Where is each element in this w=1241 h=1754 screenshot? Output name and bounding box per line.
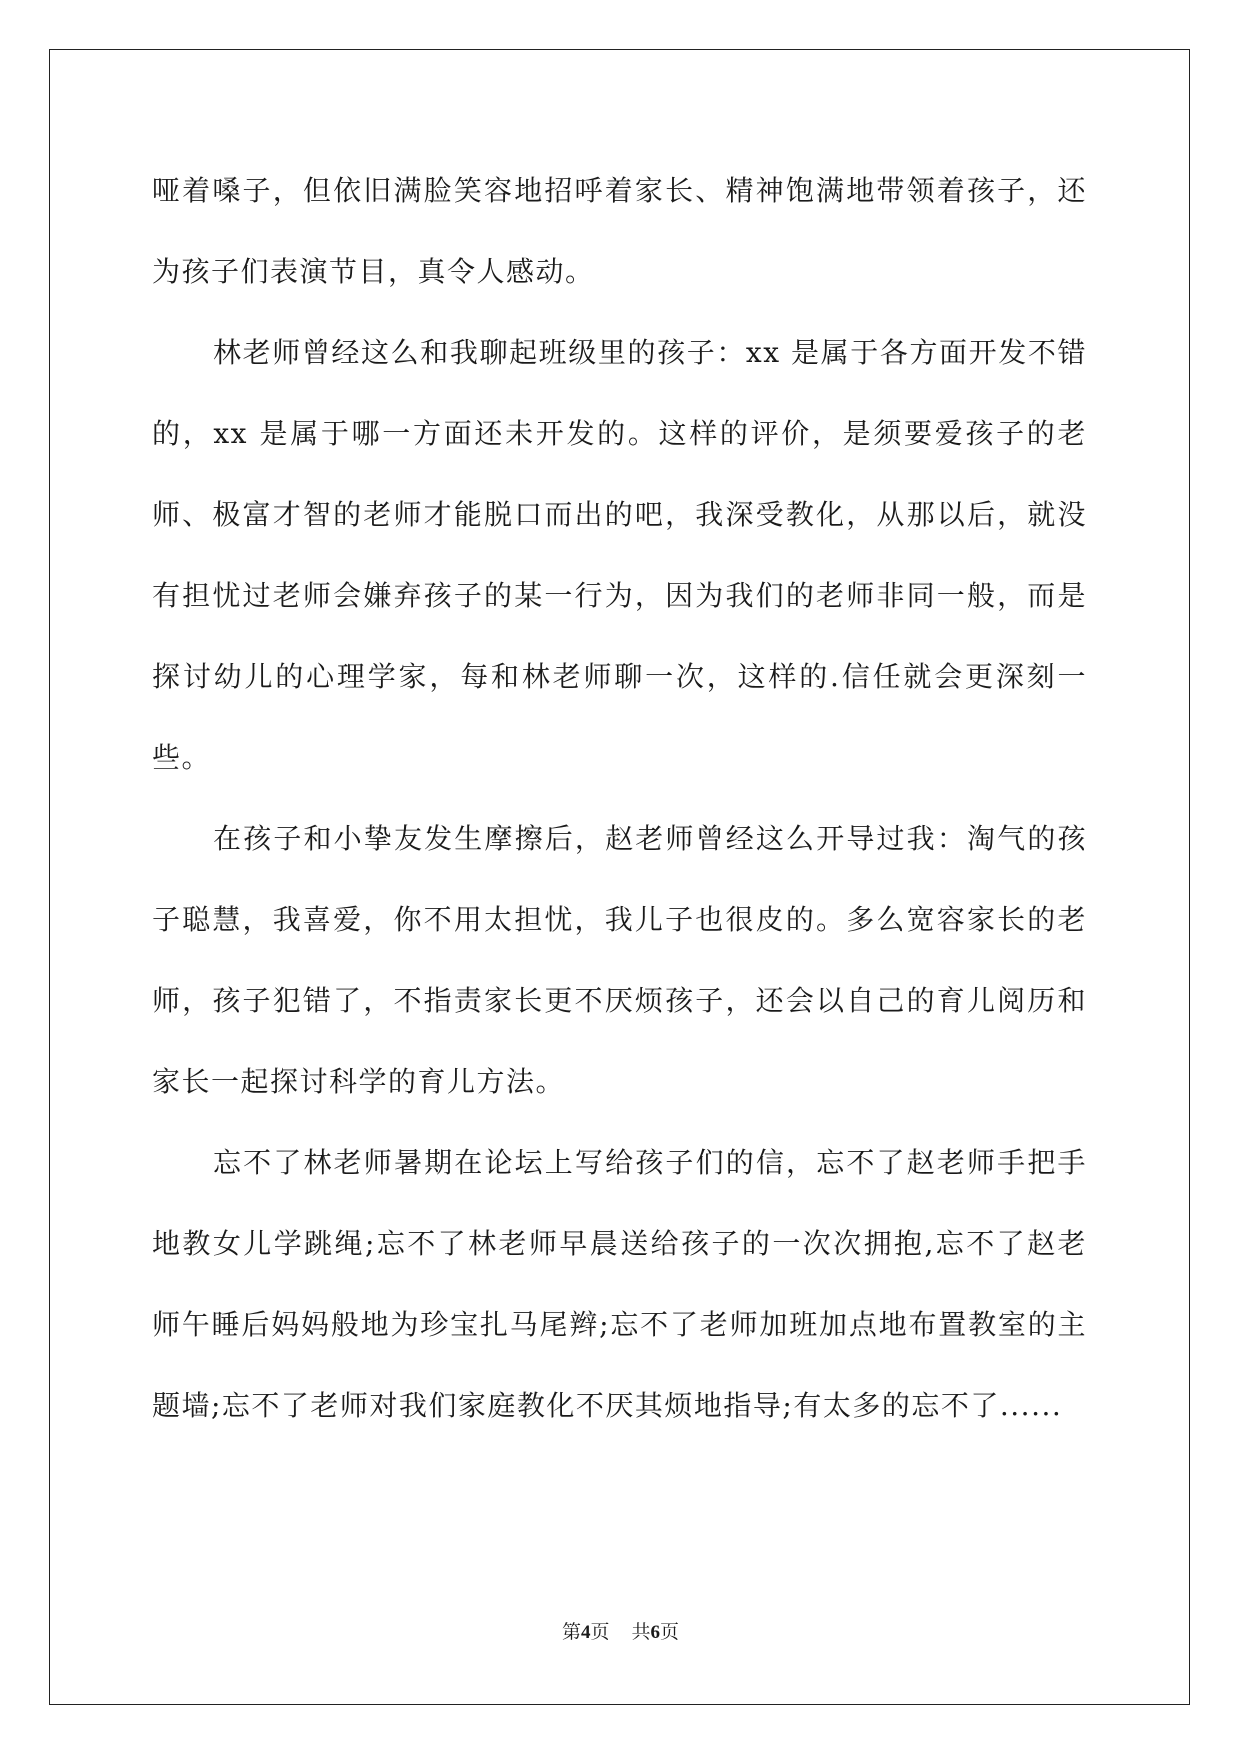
paragraph-teacher-zhao-guidance: 在孩子和小挚友发生摩擦后，赵老师曾经这么开导过我：淘气的孩子聪慧，我喜爱，你不用太担忧，我儿子也很皮的。多么宽容家长的老师，孩子犯错了，不指责家长更不厌烦孩子，还会以自己的育儿阅历和家长一起探讨科学的育儿方法。	[152, 822, 1087, 1098]
paragraph-unforgettable: 忘不了林老师暑期在论坛上写给孩子们的信，忘不了赵老师手把手地教女儿学跳绳;忘不了林老师早晨送给孩子的一次次拥抱,忘不了赵老师午睡后妈妈般地为珍宝扎马尾辫;忘不了老师加班加点地布置教室的主题墙;忘不了老师对我们家庭教化不厌其烦地指导;有太多的忘不了......	[152, 1146, 1087, 1422]
document-body	[152, 150, 1087, 1446]
page-suffix: 页	[590, 1621, 610, 1643]
page-current: 4	[580, 1622, 591, 1643]
paragraph-continued: 哑着嗓子，但依旧满脸笑容地招呼着家长、精神饱满地带领着孩子，还为孩子们表演节目，真令人感动。	[152, 174, 1087, 288]
page-footer	[0, 1617, 1241, 1644]
total-suffix: 页	[660, 1621, 680, 1643]
page-total: 6	[650, 1622, 661, 1643]
paragraph-teacher-lin-evaluation: 林老师曾经这么和我聊起班级里的孩子：xx 是属于各方面开发不错的，xx 是属于哪一方面还未开发的。这样的评价，是须要爱孩子的老师、极富才智的老师才能脱口而出的吧，我深受教化，从那以后，就没有担忧过老师会嫌弃孩子的某一行为，因为我们的老师非同一般，而是探讨幼儿的心理学家，每和林老师聊一次，这样的.信任就会更深刻一些。	[152, 336, 1087, 774]
total-prefix: 共	[631, 1621, 651, 1643]
page-prefix: 第	[561, 1621, 581, 1643]
